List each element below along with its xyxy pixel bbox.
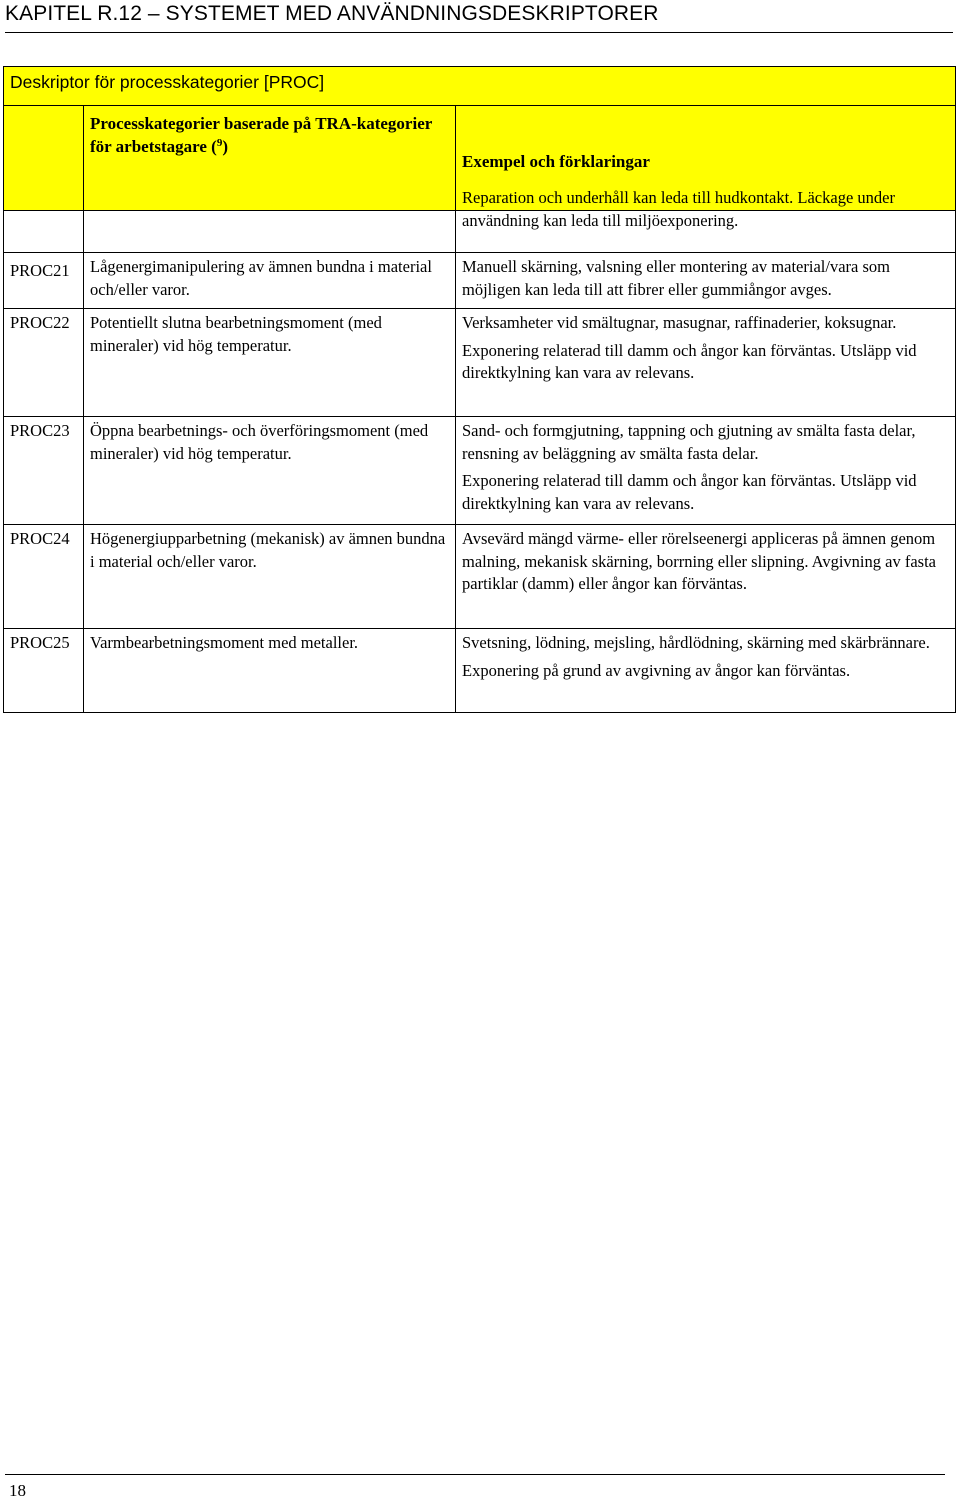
example-paragraph: Reparation och underhåll kan leda till hudkontakt. Läckage under användning kan leda till miljöexponering. [462,188,895,230]
example-paragraph: Sand- och formgjutning, tappning och gjutning av smälta fasta delar, rensning av beläggning av smälta fasta delar. [462,421,916,463]
page-header [5,0,953,33]
page-footer [5,1474,945,1503]
proc-examples [456,417,956,525]
proc-description-text: Högenergiupparbetning (mekanisk) av ämnen bundna i material och/eller varor. [90,529,446,571]
proc-description-text: Varmbearbetningsmoment med metaller. [90,633,359,652]
example-paragraph: Verksamheter vid smältugnar, masugnar, raffinaderier, koksugnar. [462,313,897,332]
table-row [4,629,956,713]
chapter-title: KAPITEL R.12 – SYSTEMET MED ANVÄNDNINGSDESKRIPTORER [5,2,659,25]
proc-description [84,211,456,253]
header-code-cell [4,106,84,211]
proc-examples [456,309,956,417]
proc-examples [456,525,956,629]
examples-block [462,309,951,385]
proc-code-text: PROC25 [10,633,70,652]
example-paragraph: Exponering relaterad till damm och ångor kan förväntas. Utsläpp vid direktkylning kan vara av relevans. [462,340,917,382]
proc-code [4,629,84,713]
examples-block [462,629,951,682]
proc-code [4,525,84,629]
table-row [4,417,956,525]
proc-description [84,417,456,525]
example-paragraph: Manuell skärning, valsning eller montering av material/vara som möjligen kan leda till att fibrer eller gummiångor avges. [462,257,890,299]
proc-code [4,309,84,417]
example-paragraph: Exponering relaterad till damm och ångor kan förväntas. Utsläpp vid direktkylning kan vara av relevans. [462,471,917,513]
page-number: 18 [9,1481,26,1500]
proc-code-text: PROC24 [10,529,70,548]
proc-description-text: Lågenergimanipulering av ämnen bundna i material och/eller varor. [90,257,432,299]
proc-code-text: PROC21 [10,261,70,280]
proc-description [84,253,456,309]
proc-description [84,309,456,417]
proc-code [4,211,84,253]
proc-code-text: PROC23 [10,421,70,440]
examples-block [462,417,951,515]
proc-description [84,525,456,629]
proc-description [84,629,456,713]
example-paragraph: Avsevärd mängd värme- eller rörelseenergi appliceras på ämnen genom malning, mekanisk skärning, borrning eller slipning. Avgivning av fasta partiklar (damm) eller ångor kan förväntas. [462,529,936,593]
proc-code [4,417,84,525]
header-examples: Exempel och förklaringar [456,106,956,211]
proc-description-text: Öppna bearbetnings- och överföringsmoment (med mineraler) vid hög temperatur. [90,421,429,463]
table-row [4,253,956,309]
proc-examples [456,629,956,713]
table-row [4,525,956,629]
table-title: Deskriptor för processkategorier [PROC] [4,67,956,106]
table-row [4,211,956,253]
table-row [4,309,956,417]
example-paragraph: Exponering på grund av avgivning av ångor kan förväntas. [462,660,851,680]
proc-code [4,253,84,309]
proc-code-text: PROC22 [10,313,70,332]
proc-descriptor-table [3,66,956,713]
header-description-text: Processkategorier baserade på TRA-kategorier för arbetstagare ( [90,114,432,156]
example-paragraph: Svetsning, lödning, mejsling, hårdlödning, skärning med skärbrännare. [462,633,930,652]
proc-examples [456,253,956,309]
header-description [84,106,456,211]
footnote-ref: 9 [216,137,223,149]
proc-examples [456,188,956,253]
header-description-close: ) [222,137,228,156]
proc-description-text: Potentiellt slutna bearbetningsmoment (med mineraler) vid hög temperatur. [90,313,382,355]
